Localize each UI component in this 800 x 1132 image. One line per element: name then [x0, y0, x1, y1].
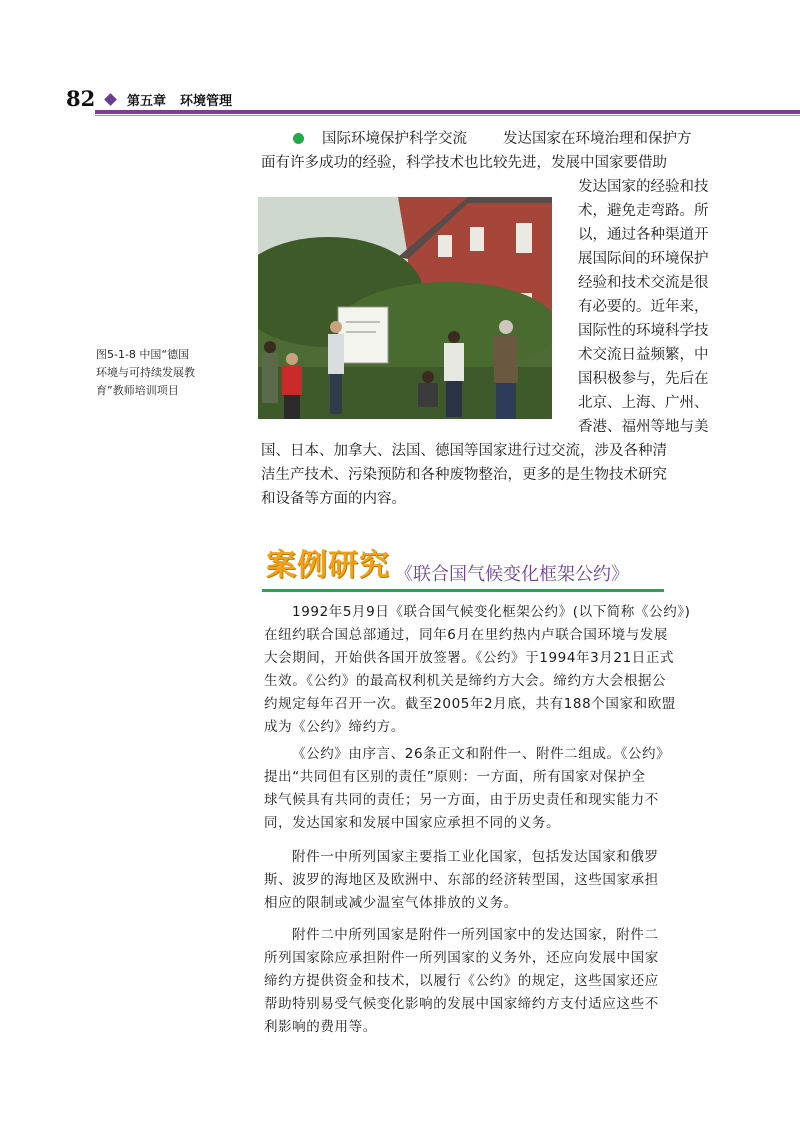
case-line-9: 球气候具有共同的责任；另一方面，由于历史责任和现实能力不 — [264, 792, 659, 808]
case-line-5: 约规定每年召开一次。截至2005年2月底，共有188个国家和欧盟 — [264, 696, 676, 712]
case-line-6: 成为《公约》缔约方。 — [264, 719, 405, 735]
caption-line-2: 环境与可持续发展教 — [96, 366, 195, 379]
case-line-3: 大会期间，开始供各国开放签署。《公约》于1994年3月21日正式 — [264, 650, 675, 666]
section-bullet-icon — [293, 133, 304, 144]
intro-line-14: 国、日本、加拿大、法国、德国等国家进行过交流，涉及各种清 — [261, 443, 667, 459]
case-line-7: 《公约》由序言、26条正文和附件一、附件二组成。《公约》 — [292, 746, 671, 762]
intro-line-16: 和设备等方面的内容。 — [261, 491, 406, 507]
case-line-18: 利影响的费用等。 — [264, 1019, 377, 1035]
case-line-8: 提出“共同但有区别的责任”原则：一方面，所有国家对保护全 — [264, 769, 646, 785]
case-study-subtitle: 《联合国气候变化框架公约》 — [395, 564, 629, 585]
header-rule-thin — [95, 115, 800, 116]
intro-title: 国际环境保护科学交流 — [322, 131, 467, 147]
case-line-4: 生效。《公约》的最高权利机关是缔约方大会。缔约方大会根据公 — [264, 673, 667, 689]
intro-line-1: 国际环境保护科学交流 发达国家在环境治理和保护方 — [322, 131, 692, 147]
chapter-number: 第五章 — [127, 94, 167, 109]
intro-line-4: 术，避免走弯路。所 — [578, 203, 709, 219]
case-line-17: 帮助特别易受气候变化影响的发展中国家缔约方支付适应这些不 — [264, 996, 659, 1012]
intro-line-5: 以，通过各种渠道开 — [578, 227, 709, 243]
intro-line-12: 北京、上海、广州、 — [578, 395, 709, 411]
intro-line-15: 洁生产技术、污染预防和各种废物整治，更多的是生物技术研究 — [261, 467, 667, 483]
intro-line-9: 国际性的环境科学技 — [578, 323, 709, 339]
case-line-14: 附件二中所列国家是附件一所列国家中的发达国家，附件二 — [292, 927, 659, 943]
intro-line-8: 有必要的。近年来， — [578, 299, 709, 315]
photo-illustration — [258, 197, 552, 419]
chapter-title: 环境管理 — [180, 94, 233, 109]
case-line-10: 同，发达国家和发展中国家应承担不同的义务。 — [264, 815, 561, 831]
figure-photo — [258, 197, 552, 419]
running-header — [127, 90, 232, 109]
case-line-15: 所列国家除应承担附件一所列国家的义务外，还应向发展中国家 — [264, 950, 659, 966]
case-line-2: 在纽约联合国总部通过，同年6月在里约热内卢联合国环境与发展 — [264, 627, 668, 643]
intro-line-11: 国积极参与，先后在 — [578, 371, 709, 387]
header-rule — [95, 110, 800, 114]
case-study-heading: 案例研究 — [266, 548, 390, 583]
case-line-13: 相应的限制或减少温室气体排放的义务。 — [264, 895, 518, 911]
intro-line-6: 展国际间的环境保护 — [578, 251, 709, 267]
caption-line-1: 图5-1-8 中国“德国 — [96, 348, 190, 361]
intro-line-10: 术交流日益频繁，中 — [578, 347, 709, 363]
case-line-12: 斯、波罗的海地区及欧洲中、东部的经济转型国，这些国家承担 — [264, 872, 659, 888]
case-line-11: 附件一中所列国家主要指工业化国家，包括发达国家和俄罗 — [292, 849, 659, 865]
intro-line-13: 香港、福州等地与美 — [578, 419, 709, 435]
page-number: 82 — [66, 86, 96, 111]
case-study-rule — [262, 589, 664, 592]
case-line-16: 缔约方提供资金和技术，以履行《公约》的规定，这些国家还应 — [264, 973, 659, 989]
caption-line-3: 育”教师培训项目 — [96, 384, 179, 397]
case-line-1: 1992年5月9日《联合国气候变化框架公约》(以下简称《公约》) — [292, 604, 691, 620]
intro-line-3: 发达国家的经验和技 — [578, 179, 709, 195]
header-diamond-icon — [104, 93, 117, 106]
figure-caption — [96, 346, 231, 400]
intro-line-7: 经验和技术交流是很 — [578, 275, 709, 291]
intro-line-2: 面有许多成功的经验，科学技术也比较先进，发展中国家要借助 — [261, 155, 667, 171]
